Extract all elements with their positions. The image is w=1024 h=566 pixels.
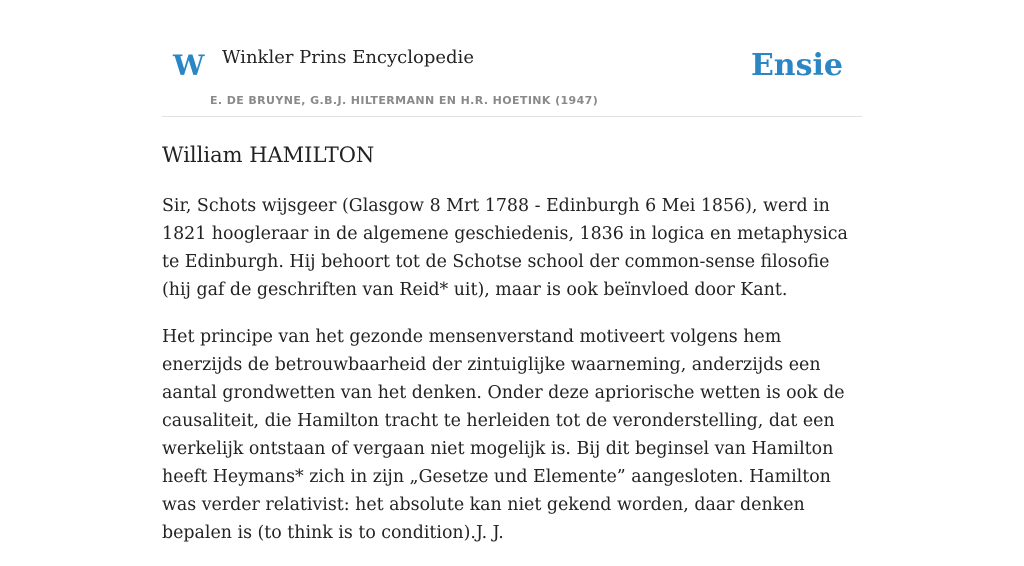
site-title[interactable]: Winkler Prins Encyclopedie	[222, 47, 474, 68]
authors-line: E. DE BRUYNE, G.B.J. HILTERMANN EN H.R. HOETINK (1947)	[210, 94, 599, 107]
article-paragraph: Het principe van het gezonde mensenverstand motiveert volgens hem enerzijds de betrouwbaarheid der zintuiglijke waarneming, anderzijds een aantal grondwetten van het denken. Onder deze apriorische wetten is ook de causaliteit, die Hamilton tracht te herleiden tot de veronderstelling, dat een werkelijk ontstaan of vergaan niet mogelijk is. Bij dit beginsel van Hamilton heeft Heymans* zich in zijn „Gesetze und Elemente” aangesloten. Hamilton was verder relativist: het absolute kan niet gekend worden, daar denken bepalen is (to think is to condition).J. J.	[162, 327, 845, 543]
article-paragraph: Sir, Schots wijsgeer (Glasgow 8 Mrt 1788 - Edinburgh 6 Mei 1856), werd in 1821 hoogleraar in de algemene geschiedenis, 1836 in logica en metaphysica te Edinburgh. Hij behoort tot de Schotse school der common-sense filosofie (hij gaf de geschriften van Reid* uit), maar is ook beïnvloed door Kant.	[162, 196, 848, 300]
site-header	[162, 0, 862, 117]
ensie-logo[interactable]: Ensie	[750, 48, 843, 83]
article	[162, 140, 862, 566]
article-title: William HAMILTON	[162, 143, 375, 167]
winkler-prins-logo[interactable]: W	[173, 49, 205, 82]
